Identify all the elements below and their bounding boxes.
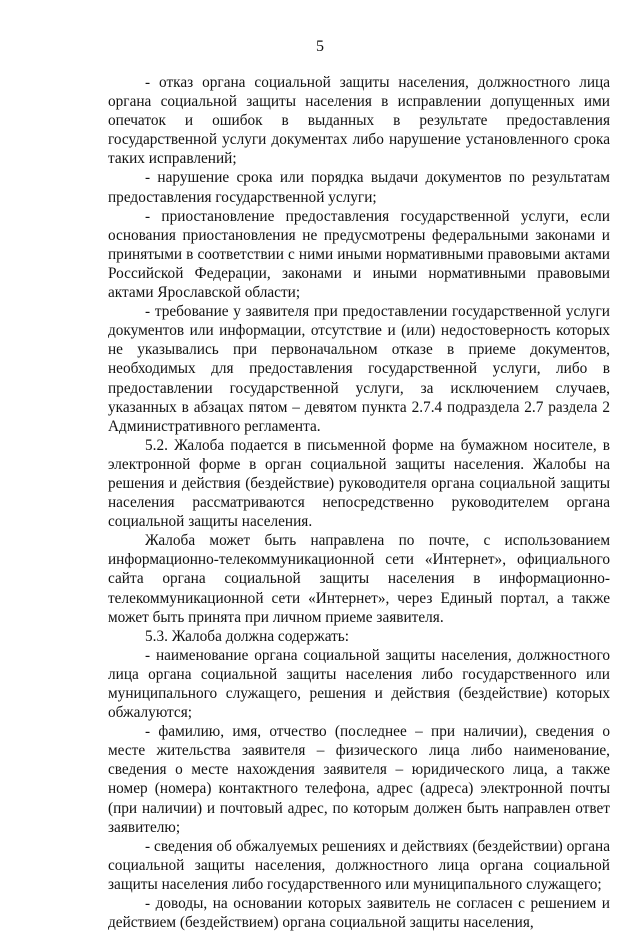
paragraph-section-5-2: 5.2. Жалоба подается в письменной форме на бумажном носителе, в электронной форме в орган социальной защиты населения. Жалобы на решения и действия (бездействие) руководителя органа социальной защиты населения рассматриваются непосредственно руководителем органа социальной защиты населения. — [108, 436, 610, 531]
page-number: 5 — [316, 38, 324, 55]
paragraph-suspension-of-service: - приостановление предоставления государственной услуги, если основания приостановления не предусмотрены федеральными законами и принятыми в соответствии с ними иными нормативными правовыми актами Российской Федерации, законами и иными нормативными правовыми актами Ярославской области; — [108, 207, 610, 302]
paragraph-refusal-to-correct-errors: - отказ органа социальной защиты населения, должностного лица органа социальной защиты населения в исправлении допущенных ими опечаток и ошибок в выданных в результате предоставления государственной услуги документах либо нарушение установленного срока таких исправлений; — [108, 74, 610, 168]
document-body — [108, 73, 610, 932]
paragraph-violation-of-issuance-term: - нарушение срока или порядка выдачи документов по результатам предоставления государственной услуги; — [108, 169, 610, 206]
paragraph-arguments: - доводы, на основании которых заявитель не согласен с решением и действием (бездействием) органа социальной защиты населения, — [108, 895, 610, 932]
paragraph-section-5-3: 5.3. Жалоба должна содержать: — [145, 627, 350, 645]
paragraph-complaint-channels: Жалоба может быть направлена по почте, с использованием информационно-телекоммуникационной сети «Интернет», официального сайта органа социальной защиты населения в информационно-телекоммуникационной сети «Интернет», через Единый портал, а также может быть принята при личном приеме заявителя. — [108, 532, 610, 626]
paragraph-requirement-of-documents: - требование у заявителя при предоставлении государственной услуги документов или информации, отсутствие и (или) недостоверность которых не указывались при первоначальном отказе в приеме документов, необходимых для предоставления государственной услуги, либо в предоставлении государственной услуги, за исключением случаев, указанных в абзацах пятом – девятом пункта 2.7.4 подраздела 2.7 раздела 2 Административного регламента. — [108, 303, 610, 435]
paragraph-applicant-details: - фамилию, имя, отчество (последнее – при наличии), сведения о месте жительства заявителя – физического лица либо наименование, сведения о месте нахождения заявителя – юридического лица, а также номер (номера) контактного телефона, адрес (адреса) электронной почты (при наличии) и почтовый адрес, по которым должен быть направлен ответ заявителю; — [108, 723, 610, 836]
paragraph-appealed-decisions: - сведения об обжалуемых решениях и действиях (бездействии) органа социальной защиты населения, должностного лица органа социальной защиты населения либо государственного или муниципального служащего; — [108, 837, 610, 893]
paragraph-authority-name: - наименование органа социальной защиты населения, должностного лица органа социальной защиты населения либо государственного или муниципального служащего, решения и действия (бездействие) которых обжалуются; — [108, 646, 610, 722]
